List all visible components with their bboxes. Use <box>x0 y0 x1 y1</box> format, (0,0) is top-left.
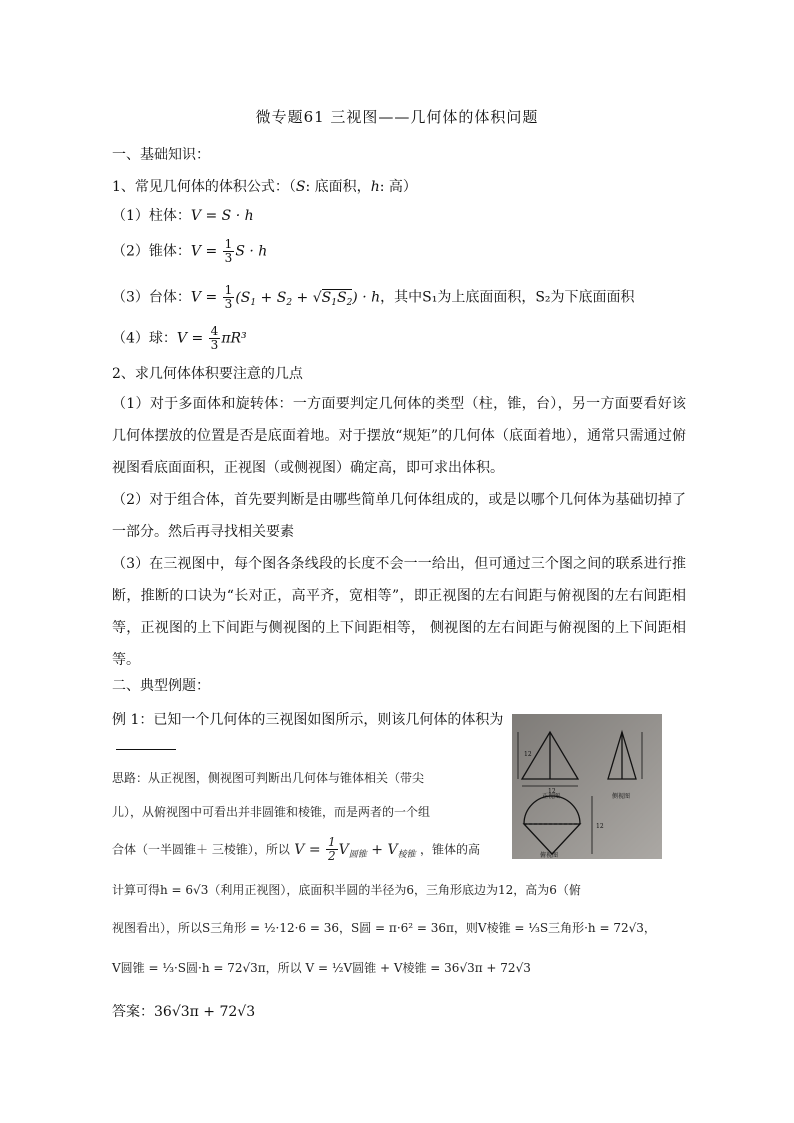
thinking-line-6: V圆锥 = ⅓·S圆·h = 72√3π，所以 V = ½V圆锥 + V棱锥 = 36√3π + 72√3 <box>112 961 531 975</box>
svg-text:12: 12 <box>596 823 604 830</box>
formula-prism: （1）柱体：V = S · h <box>112 208 254 224</box>
thinking-line-1: 思路：从正视图，侧视图可判断出几何体与锥体相关（带尖 <box>112 771 425 785</box>
example-1-question: 例 1：已知一个几何体的三视图如图所示，则该几何体的体积为 <box>112 712 504 728</box>
answer: 答案：36√3π + 72√3 <box>112 1004 256 1020</box>
formula-frustum: （3）台体：V = $\frac{1}{3}$ $(S_1 + S_2 + √S_1S_2) \cdot h$，其中S₁为上底面面积，S₂为下底面面积 <box>112 283 635 311</box>
top-view-label: 俯视图 <box>540 852 559 859</box>
fraction-four-thirds: $\frac{4}{3}$ <box>210 324 219 352</box>
fraction-one-third: $\frac{1}{3}$ <box>224 283 233 311</box>
note-composite: （2）对于组合体，首先要判断是由哪些简单几何体组成的，或是以哪个几何体为基础切掉了一部分。然后再寻找相关要素 <box>112 492 686 540</box>
section-examples: 二、典型例题： <box>112 678 210 694</box>
formula-cone: （2）锥体：V = $\frac{1}{3}$ S · h <box>112 237 268 265</box>
answer-blank <box>116 749 176 750</box>
svg-text:12: 12 <box>524 751 532 758</box>
section-basic-knowledge: 一、基础知识： <box>112 147 210 163</box>
item-volume-formulas: 1、常见几何体的体积公式：（S: 底面积，h: 高） <box>112 179 417 195</box>
page-title: 微专题61 三视图——几何体的体积问题 <box>255 108 539 126</box>
front-view-label: 正视图 <box>542 793 561 800</box>
side-view-label: 侧视图 <box>612 793 631 800</box>
thinking-line-5: 视图看出），所以S三角形 = ½·12·6 = 36，S圆 = π·6² = 36π，则V棱锥 = ⅓S三角形·h = 72√3， <box>112 921 656 935</box>
three-view-figure <box>512 714 662 859</box>
thinking-line-3: 合体（一半圆锥＋ 三棱锥），所以 V = $\frac{1}{2}$ $V_{圆锥} + V_{棱锥}$ ，锥体的高 <box>112 835 481 863</box>
thinking-line-2: 儿），从俯视图中可看出并非圆锥和棱锥，而是两者的一个组 <box>112 805 431 819</box>
fraction-one-third: $\frac{1}{3}$ <box>224 237 233 265</box>
note-three-views: （3）在三视图中，每个图各条线段的长度不会一一给出，但可通过三个图之间的联系进行推断，推断的口诀为“长对正，高平齐，宽相等”，即正视图的左右间距与俯视图的左右间距相等，正视图的上下间距与侧视图的上下间距相等， 侧视图的左右间距与俯视图的上下间距相等。 <box>112 556 686 668</box>
item-volume-notes: 2、求几何体体积要注意的几点 <box>112 366 303 382</box>
thinking-line-4: 计算可得h = 6√3（利用正视图），底面积半圆的半径为6，三角形底边为12，高为6（俯 <box>112 883 581 897</box>
svg-text:12: 12 <box>548 788 556 795</box>
note-polyhedron: （1）对于多面体和旋转体：一方面要判定几何体的类型（柱，锥，台），另一方面要看好该几何体摆放的位置是否是底面着地。对于摆放“规矩”的几何体（底面着地），通常只需通过俯视图看底面面积，正视图（或侧视图）确定高，即可求出体积。 <box>112 396 686 476</box>
formula-sphere: （4）球：V = $\frac{4}{3}$ πR³ <box>112 324 247 352</box>
